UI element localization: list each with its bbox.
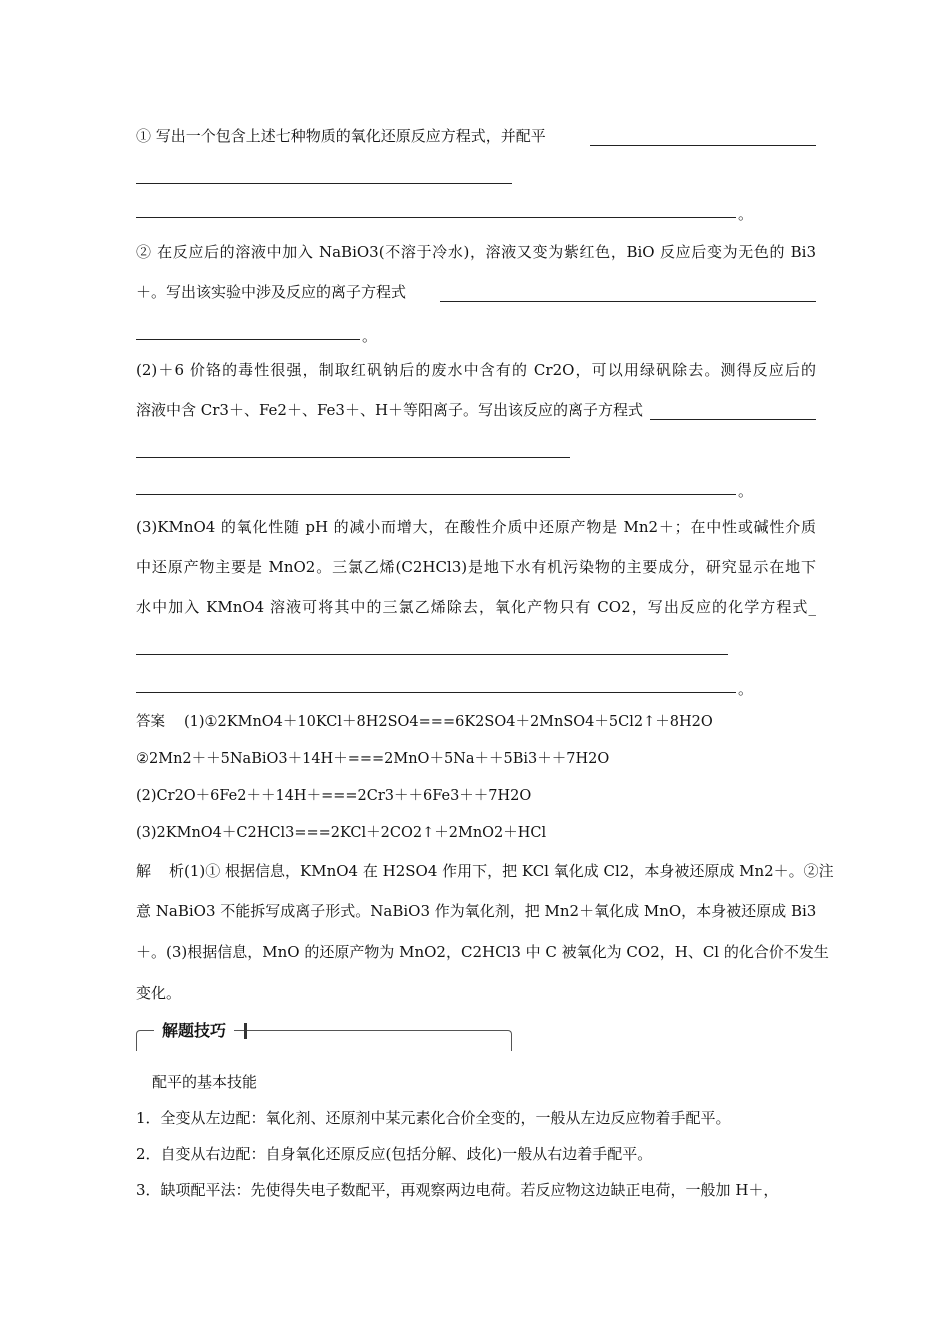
- answer-blank[interactable]: [136, 457, 570, 458]
- answer-blank[interactable]: [136, 654, 728, 655]
- answer-line-3: (2)Cr2O＋6Fe2＋＋14H＋===2Cr3＋＋6Fe3＋＋7H2O: [136, 788, 532, 804]
- answer-blank[interactable]: [136, 494, 736, 495]
- period-mark: 。: [738, 680, 754, 698]
- answer-blank[interactable]: [136, 183, 512, 184]
- analysis-line-4: 变化。: [136, 984, 182, 1002]
- tips-item-3: 3．缺项配平法：先使得失电子数配平，再观察两边电荷。若反应物这边缺正电荷，一般加 H＋，: [136, 1181, 779, 1199]
- question-2-line2: [136, 400, 816, 420]
- answer-blank[interactable]: [136, 217, 736, 218]
- answer-label: 答案: [136, 714, 165, 730]
- analysis-line-1: [136, 861, 834, 881]
- period-mark: 。: [362, 327, 378, 345]
- analysis-line-1-text: (1)① 根据信息，KMnO4 在 H2SO4 作用下，把 KCl 氧化成 Cl2，本身被还原成 Mn2＋。②注: [184, 862, 834, 880]
- answer-line-1: [136, 712, 816, 732]
- question-3-line1: (3)KMnO4 的氧化性随 pH 的减小而增大，在酸性介质中还原产物是 Mn2＋；在中性或碱性介质: [136, 518, 816, 536]
- question-1-1: [136, 126, 816, 146]
- period-mark: 。: [738, 205, 754, 223]
- question-1-2-line2-text: ＋。写出该实验中涉及反应的离子方程式: [136, 283, 407, 301]
- question-3-line3: 水中加入 KMnO4 溶液可将其中的三氯乙烯除去，氧化产物只有 CO2，写出反应的化学方程式_: [136, 598, 816, 616]
- tips-bar-right: [244, 1023, 247, 1039]
- question-2-line2-text: 溶液中含 Cr3＋、Fe2＋、Fe3＋、H＋等阳离子。写出该反应的离子方程式: [136, 401, 644, 419]
- answer-1-text: (1)①2KMnO4＋10KCl＋8H2SO4===6K2SO4＋2MnSO4＋5Cl2↑＋8H2O: [184, 714, 713, 730]
- answer-blank[interactable]: [136, 339, 360, 340]
- question-1-2-line1: ② 在反应后的溶液中加入 NaBiO3(不溶于冷水)，溶液又变为紫红色，BiO 反应后变为无色的 Bi3: [136, 243, 816, 261]
- answer-blank[interactable]: [136, 692, 736, 693]
- question-2-line1: (2)＋6 价铬的毒性很强，制取红矾钠后的废水中含有的 Cr2O，可以用绿矾除去。测得反应后的: [136, 361, 816, 379]
- analysis-line-2: 意 NaBiO3 不能拆写成离子形式。NaBiO3 作为氧化剂，把 Mn2＋氧化成 MnO，本身被还原成 Bi3: [136, 902, 817, 920]
- analysis-line-3: ＋。(3)根据信息，MnO 的还原产物为 MnO2，C2HCl3 中 C 被氧化为 CO2，H、Cl 的化合价不发生: [136, 943, 829, 961]
- analysis-label: 解析: [136, 862, 184, 880]
- answer-line-4: (3)2KMnO4＋C2HCl3===2KCl＋2CO2↑＋2MnO2＋HCl: [136, 825, 547, 841]
- question-1-2-line2: [136, 282, 816, 302]
- tips-item-2: 2．自变从右边配：自身氧化还原反应(包括分解、歧化)一般从右边着手配平。: [136, 1145, 653, 1163]
- tips-item-1: 1．全变从左边配：氧化剂、还原剂中某元素化合价全变的，一般从左边反应物着手配平。: [136, 1109, 731, 1127]
- period-mark: 。: [738, 482, 754, 500]
- answer-blank[interactable]: [440, 301, 816, 302]
- question-1-1-text: ① 写出一个包含上述七种物质的氧化还原反应方程式，并配平: [136, 127, 546, 145]
- tips-title: 解题技巧: [154, 1020, 234, 1042]
- answer-blank[interactable]: [590, 145, 816, 146]
- question-3-line2: 中还原产物主要是 MnO2。三氯乙烯(C2HCl3)是地下水有机污染物的主要成分，研究显示在地下: [136, 558, 816, 576]
- answer-blank[interactable]: [650, 419, 816, 420]
- tips-header: [136, 1020, 512, 1050]
- answer-line-2: ②2Mn2＋＋5NaBiO3＋14H＋===2MnO＋5Na＋＋5Bi3＋＋7H2O: [136, 751, 610, 767]
- tips-subtitle: 配平的基本技能: [152, 1073, 258, 1091]
